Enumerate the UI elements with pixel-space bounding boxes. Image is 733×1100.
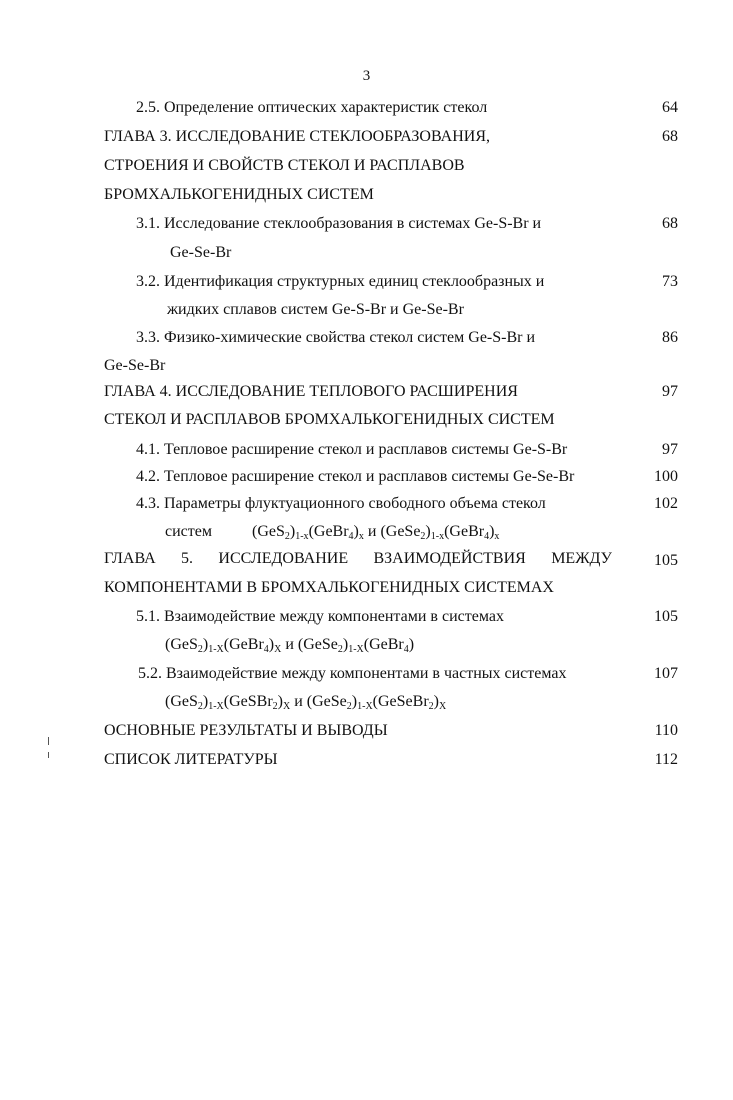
chapter-title-line: БРОМХАЛЬКОГЕНИДНЫХ СИСТЕМ [104, 186, 374, 203]
toc-entry-title: 5.2. Взаимодействие между компонентами в частных системах [138, 665, 567, 682]
chapter-word: ГЛАВА [104, 550, 156, 567]
chemical-formula: $(GeS_2)_{1-X}(GeBr_4)_X$ и $(GeSe_2)_{1-X}(GeBr_4)$ [165, 636, 415, 655]
toc-entry-title: 3.1. Исследование стеклообразования в системах Ge-S-Br и [136, 215, 542, 232]
toc-page-number: 100 [654, 468, 678, 485]
toc-page-number: 97 [662, 441, 678, 458]
toc-entry-title: 3.3. Физико-химические свойства стекол систем Ge-S-Br и [136, 329, 536, 346]
toc-page-number: 105 [654, 608, 678, 625]
chapter-title-line [104, 549, 612, 569]
toc-entry-title: 4.3. Параметры флуктуационного свободного объема стекол [136, 495, 546, 512]
chapter-word: ИССЛЕДОВАНИЕ [218, 550, 349, 567]
toc-entry-title: 4.2. Тепловое расширение стекол и расплавов системы Ge-Se-Br [136, 468, 575, 485]
toc-page-number: 102 [654, 495, 678, 512]
toc-page-number: 68 [662, 128, 678, 145]
page-number: 3 [362, 68, 371, 84]
toc-entry-title: Ge-Se-Br [170, 244, 232, 261]
scan-mark [48, 737, 49, 745]
toc-page-number: 110 [654, 722, 678, 739]
toc-page-number: 97 [662, 383, 678, 400]
toc-entry-title: 3.2. Идентификация структурных единиц стеклообразных и [136, 273, 545, 290]
chapter-title-line: СТЕКОЛ И РАСПЛАВОВ БРОМХАЛЬКОГЕНИДНЫХ СИСТЕМ [104, 411, 555, 428]
chapter-title-line: СТРОЕНИЯ И СВОЙСТВ СТЕКОЛ И РАСПЛАВОВ [104, 157, 465, 174]
toc-entry-title: 2.5. Определение оптических характеристик стекол [136, 99, 488, 116]
chapter-word: ВЗАИМОДЕЙСТВИЯ [373, 550, 526, 567]
toc-page-number: 64 [662, 99, 678, 116]
chapter-word: 5. [181, 550, 194, 567]
chapter-title-line: ГЛАВА 3. ИССЛЕДОВАНИЕ СТЕКЛООБРАЗОВАНИЯ, [104, 128, 490, 145]
toc-entry-word: систем [165, 523, 212, 540]
toc-entry-title: ОСНОВНЫЕ РЕЗУЛЬТАТЫ И ВЫВОДЫ [104, 722, 388, 739]
toc-entry-title: жидких сплавов систем Ge-S-Br и Ge-Se-Br [167, 301, 464, 318]
toc-entry-title: Ge-Se-Br [104, 357, 166, 374]
chapter-title-line: КОМПОНЕНТАМИ В БРОМХАЛЬКОГЕНИДНЫХ СИСТЕМАХ [104, 579, 554, 596]
toc-entry-title: 4.1. Тепловое расширение стекол и расплавов системы Ge-S-Br [136, 441, 568, 458]
toc-page-number: 105 [654, 552, 678, 569]
chapter-title-line: ГЛАВА 4. ИССЛЕДОВАНИЕ ТЕПЛОВОГО РАСШИРЕНИЯ [104, 383, 518, 400]
toc-page-number: 73 [662, 273, 678, 290]
toc-entry-title: СПИСОК ЛИТЕРАТУРЫ [104, 751, 278, 768]
toc-page-number: 112 [654, 751, 678, 768]
chemical-formula: $(GeS_2)_{1-X}(GeSBr_2)_X$ и $(GeSe_2)_{1-X}(GeSeBr_2)_X$ [165, 693, 447, 712]
chemical-formula: $(GeS_2)_{1-x}(GeBr_4)_x$ и $(GeSe_2)_{1-x}(GeBr_4)_x$ [252, 523, 500, 542]
scan-mark [48, 752, 49, 758]
chapter-word: МЕЖДУ [551, 550, 612, 567]
toc-page-number: 86 [662, 329, 678, 346]
toc-page-number: 68 [662, 215, 678, 232]
toc-page-number: 107 [654, 665, 678, 682]
toc-entry-title: 5.1. Взаимодействие между компонентами в системах [136, 608, 504, 625]
